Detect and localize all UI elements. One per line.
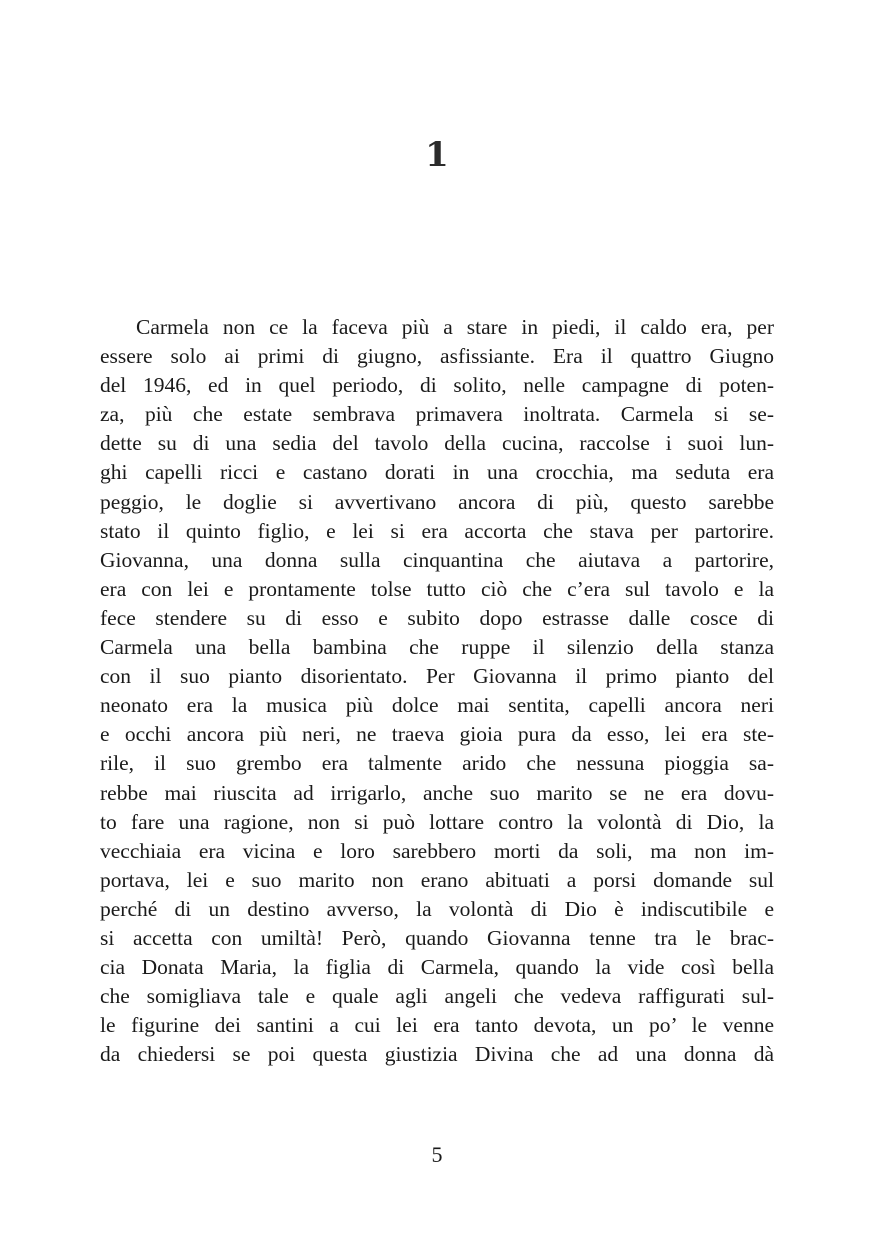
text-line: e occhi ancora più neri, ne traeva gioia pura da esso, lei era ste- [100,722,774,747]
text-line: rile, il suo grembo era talmente arido che nessuna pioggia sa- [100,751,774,776]
text-line: che somigliava tale e quale agli angeli che vedeva raffigurati sul- [100,984,774,1009]
text-line: neonato era la musica più dolce mai sentita, capelli ancora neri [100,693,774,718]
chapter-number: 1 [425,135,449,175]
text-line: peggio, le doglie si avvertivano ancora di più, questo sarebbe [100,489,774,514]
text-line: to fare una ragione, non si può lottare contro la volontà di Dio, la [100,809,774,834]
text-line: cia Donata Maria, la figlia di Carmela, quando la vide così bella [100,955,774,980]
text-line: stato il quinto figlio, e lei si era accorta che stava per partorire. [100,518,774,543]
text-line: fece stendere su di esso e subito dopo estrasse dalle cosce di [100,605,774,630]
text-line: rebbe mai riuscita ad irrigarlo, anche suo marito se ne era dovu- [100,780,774,805]
text-line: Carmela una bella bambina che ruppe il silenzio della stanza [100,635,774,660]
text-line: con il suo pianto disorientato. Per Giovanna il primo pianto del [100,664,774,689]
page-number: 5 [431,1142,443,1167]
text-line: del 1946, ed in quel periodo, di solito, nelle campagne di poten- [100,373,774,398]
text-line: da chiedersi se poi questa giustizia Divina che ad una donna dà [100,1042,774,1067]
body-text [100,313,774,1069]
text-line: portava, lei e suo marito non erano abituati a porsi domande sul [100,867,774,892]
text-line: dette su di una sedia del tavolo della cucina, raccolse i suoi lun- [100,431,774,456]
text-line: ghi capelli ricci e castano dorati in una crocchia, ma seduta era [100,460,774,485]
text-line: essere solo ai primi di giugno, asfissiante. Era il quattro Giugno [100,344,774,369]
text-line: perché di un destino avverso, la volontà di Dio è indiscutibile e [100,896,774,921]
text-line: le figurine dei santini a cui lei era tanto devota, un po’ le venne [100,1013,774,1038]
text-line: Carmela non ce la faceva più a stare in piedi, il caldo era, per [136,315,774,339]
text-line: era con lei e prontamente tolse tutto ciò che c’era sul tavolo e la [100,576,774,601]
text-line: si accetta con umiltà! Però, quando Giovanna tenne tra le brac- [100,925,774,950]
text-line: vecchiaia era vicina e loro sarebbero morti da soli, ma non im- [100,838,774,863]
text-line: Giovanna, una donna sulla cinquantina che aiutava a partorire, [100,547,774,572]
text-line: za, più che estate sembrava primavera inoltrata. Carmela si se- [100,402,774,427]
